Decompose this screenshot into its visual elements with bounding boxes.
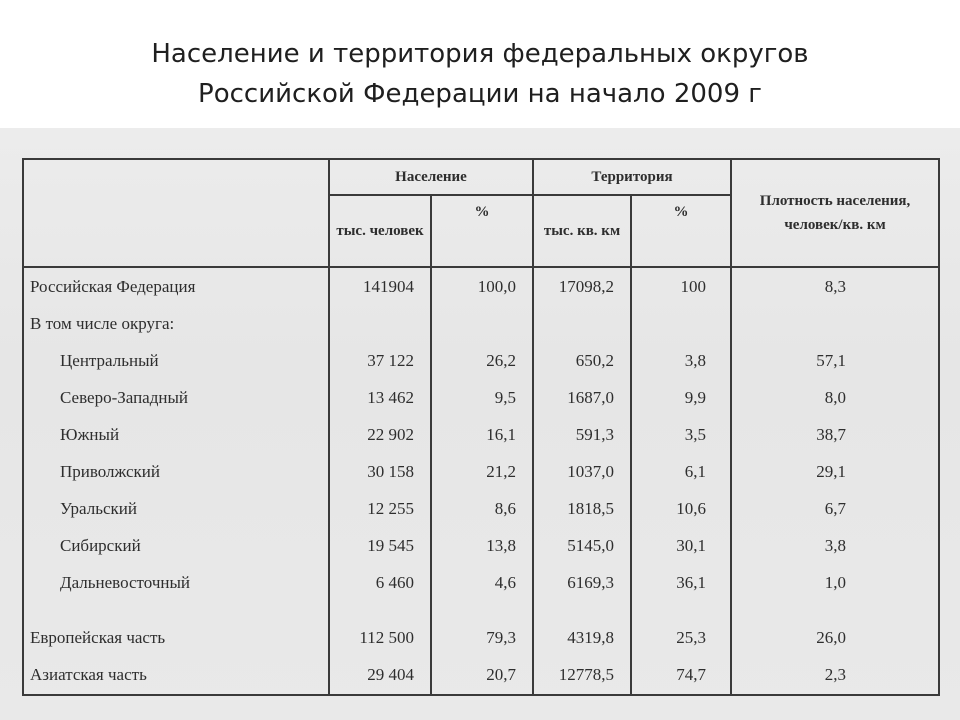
- cell-terr: 1687,0: [533, 379, 631, 416]
- cell-pop-pct: 79,3: [431, 619, 533, 656]
- cell-terr: 5145,0: [533, 527, 631, 564]
- row-name: Северо-Западный: [60, 387, 188, 407]
- table-row: [23, 619, 939, 656]
- cell-density: 1,0: [731, 564, 939, 601]
- cell-density: 3,8: [731, 527, 939, 564]
- row-name: Дальневосточный: [60, 572, 190, 592]
- cell-pop-pct: 100,0: [431, 267, 533, 305]
- cell-pop-pct: 8,6: [431, 490, 533, 527]
- row-name: Европейская часть: [30, 627, 166, 647]
- cell-density: 8,0: [731, 379, 939, 416]
- cell-pop-pct: 13,8: [431, 527, 533, 564]
- cell-density: [731, 305, 939, 342]
- header-empty-cell: [23, 159, 329, 267]
- cell-density: 26,0: [731, 619, 939, 656]
- cell-density: 2,3: [731, 656, 939, 695]
- table-row: [23, 453, 939, 490]
- cell-pop-pct: 26,2: [431, 342, 533, 379]
- table-row: [23, 379, 939, 416]
- cell-terr: 17098,2: [533, 267, 631, 305]
- table-row: [23, 656, 939, 695]
- cell-terr-pct: 10,6: [631, 490, 731, 527]
- table-row: [23, 305, 939, 342]
- page-title: [0, 34, 960, 114]
- row-name: Центральный: [60, 350, 159, 370]
- cell-pop: 19 545: [329, 527, 431, 564]
- header-population: Население: [329, 159, 533, 195]
- cell-pop: 6 460: [329, 564, 431, 601]
- header-density: Плотность населения, человек/кв. км: [731, 159, 939, 267]
- row-name: Сибирский: [60, 535, 141, 555]
- cell-terr-pct: 30,1: [631, 527, 731, 564]
- table-row: [23, 416, 939, 453]
- cell-terr-pct: 6,1: [631, 453, 731, 490]
- title-line-1: Население и территория федеральных округов: [151, 39, 809, 69]
- spacer-row: [23, 601, 939, 619]
- cell-density: 57,1: [731, 342, 939, 379]
- row-name: Южный: [60, 424, 120, 444]
- header-terr-pct: %: [631, 195, 731, 267]
- cell-terr: 591,3: [533, 416, 631, 453]
- cell-pop: 13 462: [329, 379, 431, 416]
- header-pop-units: тыс. человек: [329, 195, 431, 267]
- cell-density: 29,1: [731, 453, 939, 490]
- header-row-1: [23, 159, 939, 195]
- header-territory: Территория: [533, 159, 731, 195]
- cell-pop: 141904: [329, 267, 431, 305]
- table-row: [23, 527, 939, 564]
- statistics-table: [22, 158, 940, 696]
- cell-terr-pct: 3,8: [631, 342, 731, 379]
- table-row: [23, 490, 939, 527]
- cell-density: 6,7: [731, 490, 939, 527]
- cell-pop: 22 902: [329, 416, 431, 453]
- table-row: [23, 564, 939, 601]
- header-pop-pct: %: [431, 195, 533, 267]
- row-name: Азиатская часть: [30, 665, 147, 684]
- cell-terr: [533, 305, 631, 342]
- cell-pop-pct: 9,5: [431, 379, 533, 416]
- cell-terr-pct: [631, 305, 731, 342]
- cell-pop-pct: 20,7: [431, 656, 533, 695]
- cell-terr-pct: 3,5: [631, 416, 731, 453]
- cell-terr-pct: 25,3: [631, 619, 731, 656]
- cell-pop: 37 122: [329, 342, 431, 379]
- row-name: Приволжский: [60, 461, 160, 481]
- header-terr-units: тыс. кв. км: [533, 195, 631, 267]
- cell-terr: 1818,5: [533, 490, 631, 527]
- cell-pop: 112 500: [329, 619, 431, 656]
- cell-pop: 12 255: [329, 490, 431, 527]
- cell-terr: 1037,0: [533, 453, 631, 490]
- scanned-table-image: [0, 128, 960, 720]
- row-name: Уральский: [60, 498, 137, 518]
- row-name: Российская Федерация: [30, 276, 196, 296]
- table-row: [23, 267, 939, 305]
- cell-terr-pct: 36,1: [631, 564, 731, 601]
- table-row: [23, 342, 939, 379]
- cell-terr: 4319,8: [533, 619, 631, 656]
- cell-density: 38,7: [731, 416, 939, 453]
- cell-terr: 12778,5: [533, 656, 631, 695]
- cell-pop-pct: 4,6: [431, 564, 533, 601]
- cell-pop: 30 158: [329, 453, 431, 490]
- row-name: В том числе округа:: [30, 313, 175, 333]
- cell-pop: [329, 305, 431, 342]
- cell-terr-pct: 100: [631, 267, 731, 305]
- cell-pop-pct: 21,2: [431, 453, 533, 490]
- cell-pop-pct: 16,1: [431, 416, 533, 453]
- cell-terr: 6169,3: [533, 564, 631, 601]
- cell-terr-pct: 74,7: [631, 656, 731, 695]
- cell-terr-pct: 9,9: [631, 379, 731, 416]
- cell-pop: 29 404: [329, 656, 431, 695]
- cell-terr: 650,2: [533, 342, 631, 379]
- title-line-2: Российской Федерации на начало 2009 г: [198, 79, 762, 109]
- cell-pop-pct: [431, 305, 533, 342]
- cell-density: 8,3: [731, 267, 939, 305]
